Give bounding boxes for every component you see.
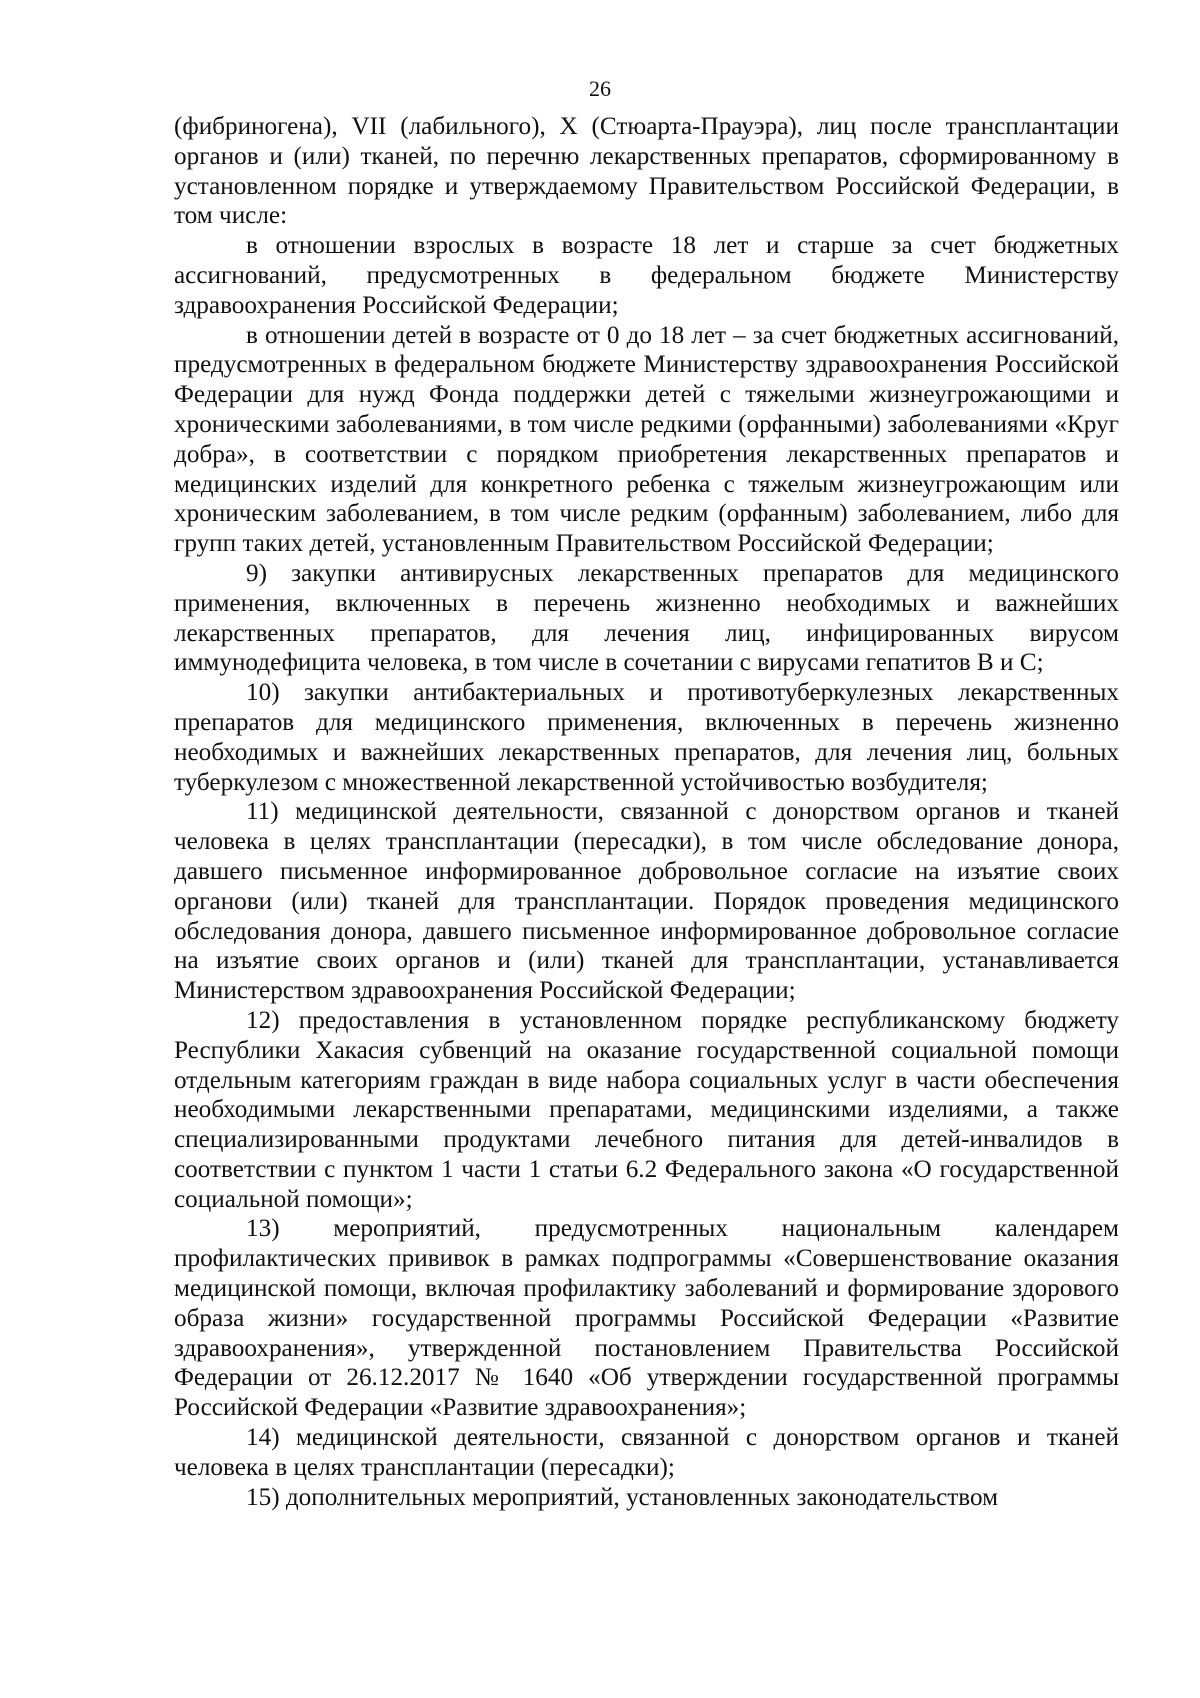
paragraph-item-10: 10) закупки антибактериальных и противотуберкулезных лекарственных препаратов для медицинского применения, включенных в перечень жизненно необходимых и важнейших лекарственных препаратов, для лечения лиц, больных туберкулезом с множественной лекарственной устойчивостью возбудителя; (174, 679, 1119, 796)
paragraph-item-12: 12) предоставления в установленном порядке республиканскому бюджету Республики Хакасия субвенций на оказание государственной социальной помощи отдельным категориям граждан в виде набора социальных услуг в части обеспечения необходимыми лекарственными препаратами, медицинскими изделиями, а также специализированными продуктами лечебного питания для детей-инвалидов в соответствии с пунктом 1 части 1 статьи 6.2 Федерального закона «О государственной социальной помощи»; (174, 1006, 1119, 1213)
paragraph-item-14: 14) медицинской деятельности, связанной с донорством органов и тканей человека в целях трансплантации (пересадки); (174, 1424, 1119, 1481)
page-number: 26 (589, 76, 611, 101)
paragraph-item-11: 11) медицинской деятельности, связанной с донорством органов и тканей человека в целях трансплантации (пересадки), в том числе обследование донора, давшего письменное информированное добровольное согласие на изъятие своих органови (или) тканей для трансплантации. Порядок проведения медицинского обследования донора, давшего письменное информированное добровольное согласие на изъятие своих органов и (или) тканей для трансплантации, устанавливается Министерством здравоохранения Российской Федерации; (174, 798, 1119, 1005)
paragraph-item-9: 9) закупки антивирусных лекарственных препаратов для медицинского применения, включенных в перечень жизненно необходимых и важнейших лекарственных препаратов, для лечения лиц, инфицированных вирусом иммунодефицита человека, в том числе в сочетании с вирусами гепатитов B и C; (174, 559, 1119, 677)
document-body (174, 112, 1119, 1512)
paragraph-item-13: 13) мероприятий, предусмотренных национальным календарем профилактических прививок в рамках подпрограммы «Совершенствование оказания медицинской помощи, включая профилактику заболеваний и формирование здорового образа жизни» государственной программы Российской Федерации «Развитие здравоохранения», утвержденной постановлением Правительства Российской Федерации от 26.12.2017 № 1640 «Об утверждении государственной программы Российской Федерации «Развитие здравоохранения»; (174, 1215, 1119, 1422)
paragraph-children: в отношении детей в возрасте от 0 до 18 лет – за счет бюджетных ассигнований, предусмотренных в федеральном бюджете Министерству здравоохранения Российской Федерации для нужд Фонда поддержки детей с тяжелыми жизнеугрожающими и хроническими заболеваниями, в том числе редкими (орфанными) заболеваниями «Круг добра», в соответствии с порядком приобретения лекарственных препаратов и медицинских изделий для конкретного ребенка с тяжелым жизнеугрожающим или хроническим заболеванием, в том числе редким (орфанным) заболеванием, либо для групп таких детей, установленным Правительством Российской Федерации; (174, 321, 1119, 558)
paragraph-item-15: 15) дополнительных мероприятий, установленных законодательством (246, 1483, 999, 1511)
paragraph-adults: в отношении взрослых в возрасте 18 лет и старше за счет бюджетных ассигнований, предусмотренных в федеральном бюджете Министерству здравоохранения Российской Федерации; (174, 232, 1119, 319)
paragraph-intro-continuation: (фибриногена), VII (лабильного), X (Стюарта-Прауэра), лиц после трансплантации органов и (или) тканей, по перечню лекарственных препаратов, сформированному в установленном порядке и утверждаемому Правительством Российской Федерации, в том числе: (174, 113, 1119, 230)
